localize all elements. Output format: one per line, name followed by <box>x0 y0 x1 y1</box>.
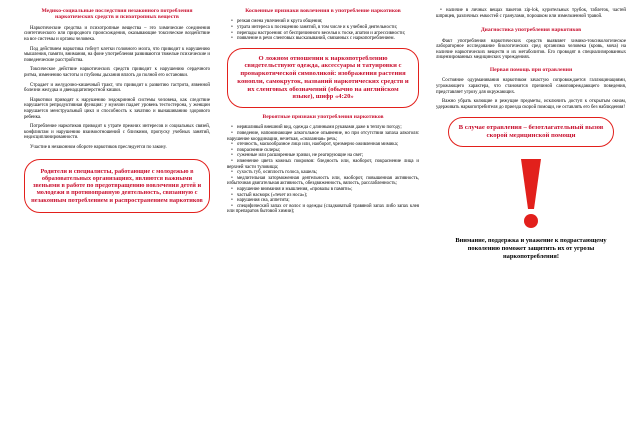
list-item: • утрата интереса к посещению занятий, в том числе и к учебной деятельности; <box>227 25 419 31</box>
list-item: • изменение цвета кожных покровов: бледность или, наоборот, покраснение лица и верхней части туловища; <box>227 159 419 170</box>
list-item: • отечность, мaскообразное лицо или, наоборот, чрезмерно оживленная мимика; <box>227 142 419 148</box>
list-item: • специфический запах от волос и одежды (сладковатый травяной запах либо запах клея или препаратов бытовой химии); <box>227 204 419 215</box>
section-title-first-aid: Первая помощь при отравлении <box>489 66 573 73</box>
column-right <box>436 8 626 261</box>
section-title-diagnostics: Диагностика употребления наркотиков <box>480 27 582 34</box>
list-item: • нарушение внимания и мышления, «провалы в памяти»; <box>227 187 419 193</box>
paragraph: Участие в незаконном обороте наркотиков преследуется по закону. <box>30 144 167 150</box>
section-title-probable-signs: Вероятные признаки употребления наркотиков <box>262 114 384 120</box>
paragraph: Токсическое действие наркотических средств приводит к нарушению сердечного ритма, изменению частоты и глубины дыхания вплоть до полной его остановки. <box>24 67 210 78</box>
paragraph: Страдает и желудочно-кишечный тракт, что приводит к развитию гастрита, язвенной болезни желудка и двенадцатиперстной кишки. <box>24 82 210 94</box>
list-item: • нарушения сна, аппетита; <box>227 198 419 204</box>
list-item: • появление в речи сленговых высказываний, связанных с наркопотреблением. <box>227 36 419 42</box>
list-item: • перепады настроения: от беспричинного веселья к тоске, апатии и агрессивности; <box>227 31 419 37</box>
callout-symbolics: О ложном отношении к наркопотреблению свидетельствуют одежда, аксессуары и татуировки с пронаркотической символикой: изображения растения конопли, самокруток, названий наркотических средств и их сленговых обозначений (обычно на английском языке), шифр «4:20» <box>227 48 419 108</box>
list-item: • резкая смена увлечений и круга общения; <box>227 19 419 25</box>
paragraph-diagnostics: Факт употребления наркотических средств выявляет химико-токсикологическое лабораторное исследование биологических сред организма человека (кровь, моча) на наличие наркотических веществ и их метаболитов. Его проводят в специализированных лицензированных медицинских учреждениях. <box>436 38 626 61</box>
paragraph: Под действием наркотика гибнут клетки головного мозга, что приводит к нарушению мышления, памяти, внимания, на фоне употребления развиваются тяжелые психические и поведенческие расстройства. <box>24 46 210 63</box>
list-item: • частый насморк («течет из носа»); <box>227 193 419 199</box>
list-item: • покраснение склеры; <box>227 148 419 154</box>
closing-message: Внимание, поддержка и уважение к подрастающему поколению поможет защитить их от угрозы наркопотребления! <box>455 237 607 261</box>
paragraph-first-aid-actions: Важно убрать колющие и режущие предметы, исключить доступ к открытым окнам, удерживать наркопотребителя до приезда скорой помощи, не оставлять его без наблюдения! <box>436 99 626 110</box>
list-item: • суженные или расширенные зрачки, не реагирующие на свет; <box>227 153 419 159</box>
list-item: • поведение, напоминающее алкогольное опьянение, но при отсутствии запаха алкоголя: нарушение координации, нечеткая, «смазанная» речь; <box>227 131 419 142</box>
list-item: • медлительная заторможенная деятельность или, наоборот, повышенная активность, избыточная двигательная активность, обездвиженность, вялость, расслабленность; <box>227 176 419 187</box>
paragraph: Наркотики приводят к нарушению эндокринной системы человека, как следствие нарушается репродуктивная функция: у мужчин падает уровень тестостерона, у женщин нарушается менструальный цикл и способность к зачатию и вынашиванию здорового ребенка. <box>24 97 210 120</box>
paragraph: Потребление наркотиков приводит к утрате прежних интересов и социальных связей, конфликтам и нарушению взаимоотношений с близкими, пропуску учебных занятий, недисциплинированности. <box>24 124 210 141</box>
list-item: • наличие в личных вещах пакетов zip-lok, курительных трубок, таблеток, частей шприцев, различных емкостей с гранулами, порошком или измельченной травой. <box>436 8 626 19</box>
column-left <box>24 8 210 213</box>
callout-parents: Родители и специалисты, работающие с молодежью в образовательных организациях, являются важными звеньями в работе по предотвращению вовлечения детей и молодежи в противоправную деятельность, связанную с незаконным потреблением и распространением наркотиков <box>24 159 210 213</box>
section-title-indirect-signs: Косвенные признаки вовлечения в употребление наркотиков <box>245 8 401 14</box>
list-item: • сухость губ, осиплость голоса, кашель; <box>227 170 419 176</box>
section-title-consequences: Медико-социальные последствия незаконного потребления наркотических средств и психотропных веществ <box>41 8 193 21</box>
callout-ambulance: В случае отравления – безотлагательный вызов скорой медицинской помощи <box>448 117 614 147</box>
exclamation-icon <box>518 159 544 229</box>
paragraph: Наркотические средства и психотропные вещества – это химические соединения синтетического или природного происхождения, оказывающие токсическое воздействие на все системы и органы человека. <box>24 25 210 42</box>
column-middle <box>227 8 419 215</box>
list-item: • неряшливый внешний вид, одежда с длинными рукавами даже в теплую погоду; <box>227 125 419 131</box>
paragraph-first-aid: Состояние одурманивания наркотиком зачастую сопровождается галлюцинациями, угрожающего характера, что становится причиной самоповреждающего поведения, представляет угрозу для окружающих. <box>436 78 626 95</box>
